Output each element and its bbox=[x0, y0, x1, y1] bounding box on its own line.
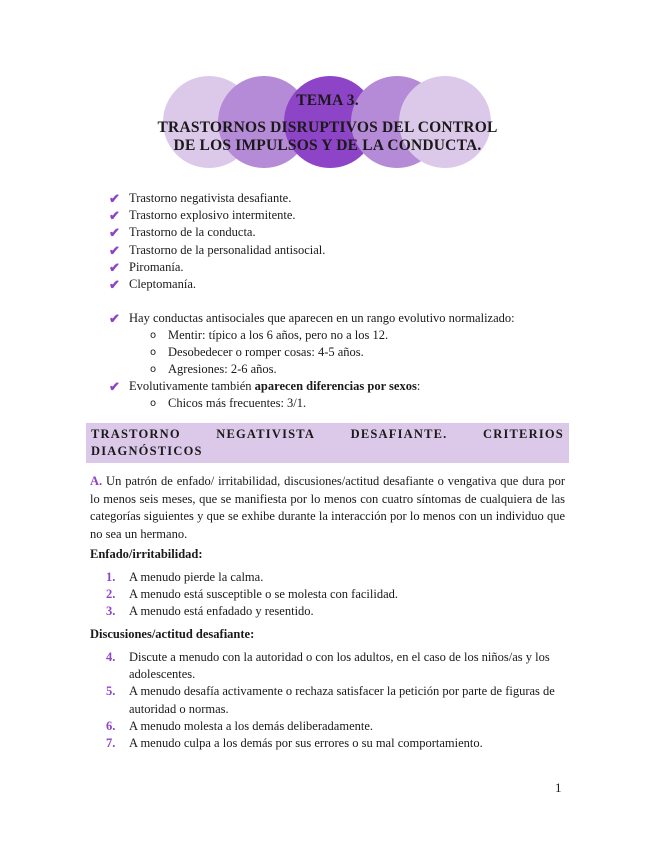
list-item: 5. A menudo desafía activamente o rechaza satisfacer la petición por parte de figuras de autoridad o normas. bbox=[106, 684, 555, 716]
checkmark-icon: ✔ bbox=[109, 242, 120, 258]
list-item: ✔ Trastorno negativista desafiante. bbox=[109, 191, 292, 206]
list-item: 1. A menudo pierde la calma. bbox=[106, 570, 264, 584]
list-item: 2. A menudo está susceptible o se molesta con facilidad. bbox=[106, 587, 399, 602]
list-item: 7. A menudo culpa a los demás por sus errores o su mal comportamiento. bbox=[106, 736, 483, 751]
antisocial-sublist bbox=[150, 327, 570, 379]
page-number: 1 bbox=[555, 780, 562, 795]
list-item: ✔ Hay conductas antisociales que aparecen en un rango evolutivo normalizado: bbox=[109, 311, 515, 326]
list-item: 6. A menudo molesta a los demás deliberadamente. bbox=[106, 718, 374, 733]
page-title bbox=[0, 92, 655, 156]
list-item: 3. A menudo está enfadado y resentido. bbox=[106, 604, 314, 619]
criterion-a-paragraph: A. Un patrón de enfado/ irritabilidad, discusiones/actitud desafiante o vengativa que dura por lo menos seis meses, que se manifiesta por lo menos con cuatro síntomas de cualquiera de las categorías siguientes y que se exhibe durante la interacción por lo menos con un individuo que no sea un hermano. bbox=[90, 474, 565, 541]
title-line-2: TRASTORNOS DISRUPTIVOS DEL CONTROL bbox=[157, 118, 498, 136]
criterion-label: A. bbox=[90, 474, 103, 488]
list-item: o Chicos más frecuentes: 3/1. bbox=[150, 395, 570, 412]
list-item: ✔ Cleptomanía. bbox=[109, 277, 196, 293]
checkmark-icon: ✔ bbox=[109, 259, 120, 275]
list-item: o Desobedecer o romper cosas: 4-5 años. bbox=[150, 344, 570, 361]
checkmark-icon: ✔ bbox=[109, 277, 120, 293]
subheading-irritability: Enfado/irritabilidad: bbox=[90, 547, 203, 561]
heading-word: CRITERIOS bbox=[483, 427, 564, 441]
section-heading bbox=[86, 423, 569, 463]
subheading-defiance: Discusiones/actitud desafiante: bbox=[90, 627, 255, 641]
list-item: ✔ Evolutivamente también aparecen diferencias por sexos: bbox=[109, 379, 421, 394]
heading-line-2: DIAGNÓSTICOS bbox=[91, 444, 203, 458]
checkmark-icon: ✔ bbox=[109, 379, 120, 394]
title-line-1: TEMA 3. bbox=[296, 92, 359, 109]
circle-bullet-icon: o bbox=[150, 330, 157, 341]
circle-bullet-icon: o bbox=[150, 398, 157, 409]
heading-word: TRASTORNO bbox=[91, 427, 181, 441]
list-item: ✔ Trastorno explosivo intermitente. bbox=[109, 208, 296, 224]
title-line-3: DE LOS IMPULSOS Y DE LA CONDUCTA. bbox=[173, 137, 482, 154]
checkmark-icon: ✔ bbox=[109, 191, 120, 206]
sex-differences-sublist bbox=[150, 395, 570, 412]
circle-bullet-icon: o bbox=[150, 364, 157, 376]
list-item: 4. Discute a menudo con la autoridad o con los adultos, en el caso de los niños/as y los adolescentes. bbox=[106, 650, 550, 682]
sex-differences-list bbox=[109, 378, 579, 395]
circle-bullet-icon: o bbox=[150, 347, 157, 359]
antisocial-list bbox=[109, 310, 579, 327]
list-item: o Mentir: típico a los 6 años, pero no a los 12. bbox=[150, 327, 570, 344]
checkmark-icon: ✔ bbox=[109, 311, 120, 326]
list-item: o Agresiones: 2-6 años. bbox=[150, 361, 570, 378]
checkmark-icon: ✔ bbox=[109, 208, 120, 224]
heading-word: DESAFIANTE. bbox=[350, 427, 448, 441]
irritability-list bbox=[106, 569, 566, 621]
checkmark-icon: ✔ bbox=[109, 225, 120, 241]
list-item: ✔ Trastorno de la personalidad antisocial. bbox=[109, 242, 326, 258]
defiance-list bbox=[106, 649, 566, 752]
heading-word: NEGATIVISTA bbox=[216, 427, 316, 441]
list-item: ✔ Trastorno de la conducta. bbox=[109, 225, 256, 241]
disorder-list bbox=[109, 190, 579, 293]
list-item: ✔ Piromanía. bbox=[109, 259, 184, 275]
